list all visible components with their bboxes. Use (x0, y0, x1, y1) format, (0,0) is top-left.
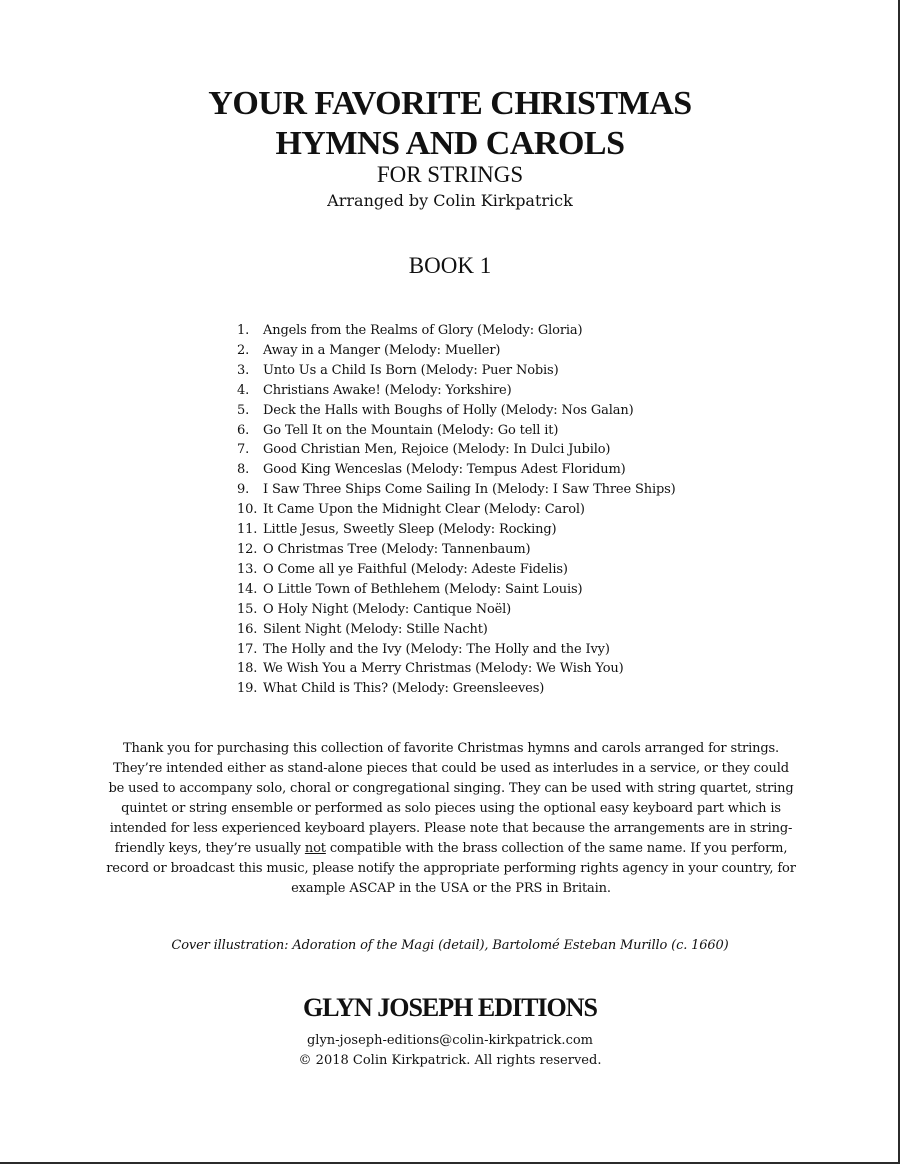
intro-text-part-1: Thank you for purchasing this collection of favorite Christmas hymns and carols arranged for strings. They’re intended either as stand-alone pieces that could be used as interludes in a service, or they could be used to accompany solo, choral or congregational singing. They can be used with string quartet, string quintet or string ensemble or performed as solo pieces using the optional easy keyboard part which is intended for less experienced keyboard players. Please note that because the arrangements are in string-friendly keys, they’re usually (108, 741, 794, 856)
song-number: 1. (237, 323, 250, 338)
intro-text-part-2: compatible with the brass collection of the same name. If you perform, record or broadcast this music, please notify the appropriate performing rights agency in your country, for example ASCAP in the USA or the PRS in Britain. (106, 841, 796, 896)
book-label: BOOK 1 (408, 253, 492, 278)
song-number: 6. (237, 422, 250, 438)
song-item (237, 679, 676, 699)
song-item (237, 321, 676, 341)
song-item (237, 620, 676, 640)
song-title: Little Jesus, Sweetly Sleep (Melody: Rocking) (263, 522, 557, 538)
song-item (237, 421, 676, 441)
song-number: 3. (237, 362, 250, 378)
song-title: Christians Awake! (Melody: Yorkshire) (263, 382, 512, 398)
song-number: 18. (237, 661, 258, 677)
arranger-credit: Arranged by Colin Kirkpatrick (327, 191, 573, 210)
song-number: 11. (237, 522, 258, 538)
song-number: 10. (237, 502, 258, 518)
song-number: 12. (237, 541, 258, 557)
song-number: 5. (237, 402, 250, 418)
song-title: Go Tell It on the Mountain (Melody: Go tell it) (263, 422, 559, 438)
cover-credit: Cover illustration: Adoration of the Magi (detail), Bartolomé Esteban Murillo (c. 1660) (171, 938, 729, 953)
song-title: Good Christian Men, Rejoice (Melody: In Dulci Jubilo) (263, 442, 611, 458)
copyright-notice: © 2018 Colin Kirkpatrick. All rights reserved. (298, 1053, 602, 1068)
song-item (237, 520, 676, 540)
song-title: O Christmas Tree (Melody: Tannenbaum) (263, 541, 531, 557)
song-number: 2. (237, 342, 250, 358)
intro-paragraph (104, 739, 798, 899)
intro-emphasis: not (304, 841, 326, 856)
song-list (237, 321, 676, 699)
song-number: 15. (237, 601, 258, 617)
song-title: Angels from the Realms of Glory (Melody: Gloria) (263, 323, 583, 338)
song-title: The Holly and the Ivy (Melody: The Holly and the Ivy) (263, 641, 610, 657)
song-title: O Come all ye Faithful (Melody: Adeste Fidelis) (263, 561, 568, 577)
contact-email: glyn-joseph-editions@colin-kirkpatrick.com (306, 1033, 594, 1048)
subtitle: FOR STRINGS (376, 162, 524, 187)
song-title: I Saw Three Ships Come Sailing In (Melody: I Saw Three Ships) (263, 482, 676, 498)
song-item (237, 460, 676, 480)
song-item (237, 381, 676, 401)
song-item (237, 659, 676, 679)
song-number: 17. (237, 641, 258, 657)
song-title: Unto Us a Child Is Born (Melody: Puer Nobis) (263, 362, 559, 378)
song-title: We Wish You a Merry Christmas (Melody: We Wish You) (263, 661, 624, 677)
song-number: 7. (237, 442, 250, 458)
song-item (237, 580, 676, 600)
song-number: 13. (237, 561, 258, 577)
song-title: Away in a Manger (Melody: Mueller) (263, 342, 501, 358)
publisher-logo: GLYN JOSEPH EDITIONS (302, 993, 598, 1022)
song-item (237, 600, 676, 620)
title-line-1: YOUR FAVORITE CHRISTMAS (208, 85, 692, 122)
song-title: O Holy Night (Melody: Cantique Noël) (263, 601, 512, 617)
song-title: Good King Wenceslas (Melody: Tempus Adest Floridum) (263, 462, 626, 478)
song-number: 4. (237, 382, 250, 398)
song-title: Deck the Halls with Boughs of Holly (Melody: Nos Galan) (263, 402, 634, 418)
title-line-2: HYMNS AND CAROLS (275, 125, 625, 162)
song-title: It Came Upon the Midnight Clear (Melody: Carol) (263, 502, 585, 518)
song-number: 16. (237, 621, 258, 637)
song-item (237, 540, 676, 560)
song-item (237, 401, 676, 421)
song-item (237, 361, 676, 381)
song-item (237, 640, 676, 660)
song-item (237, 560, 676, 580)
song-item (237, 480, 676, 500)
song-number: 9. (237, 482, 250, 498)
song-title: O Little Town of Bethlehem (Melody: Saint Louis) (263, 581, 583, 597)
song-title: Silent Night (Melody: Stille Nacht) (263, 621, 488, 637)
song-item (237, 500, 676, 520)
song-number: 14. (237, 581, 258, 597)
song-number: 8. (237, 462, 250, 478)
song-item (237, 341, 676, 361)
song-number: 19. (237, 681, 258, 697)
song-title: What Child is This? (Melody: Greensleeves) (263, 681, 545, 697)
song-item (237, 440, 676, 460)
